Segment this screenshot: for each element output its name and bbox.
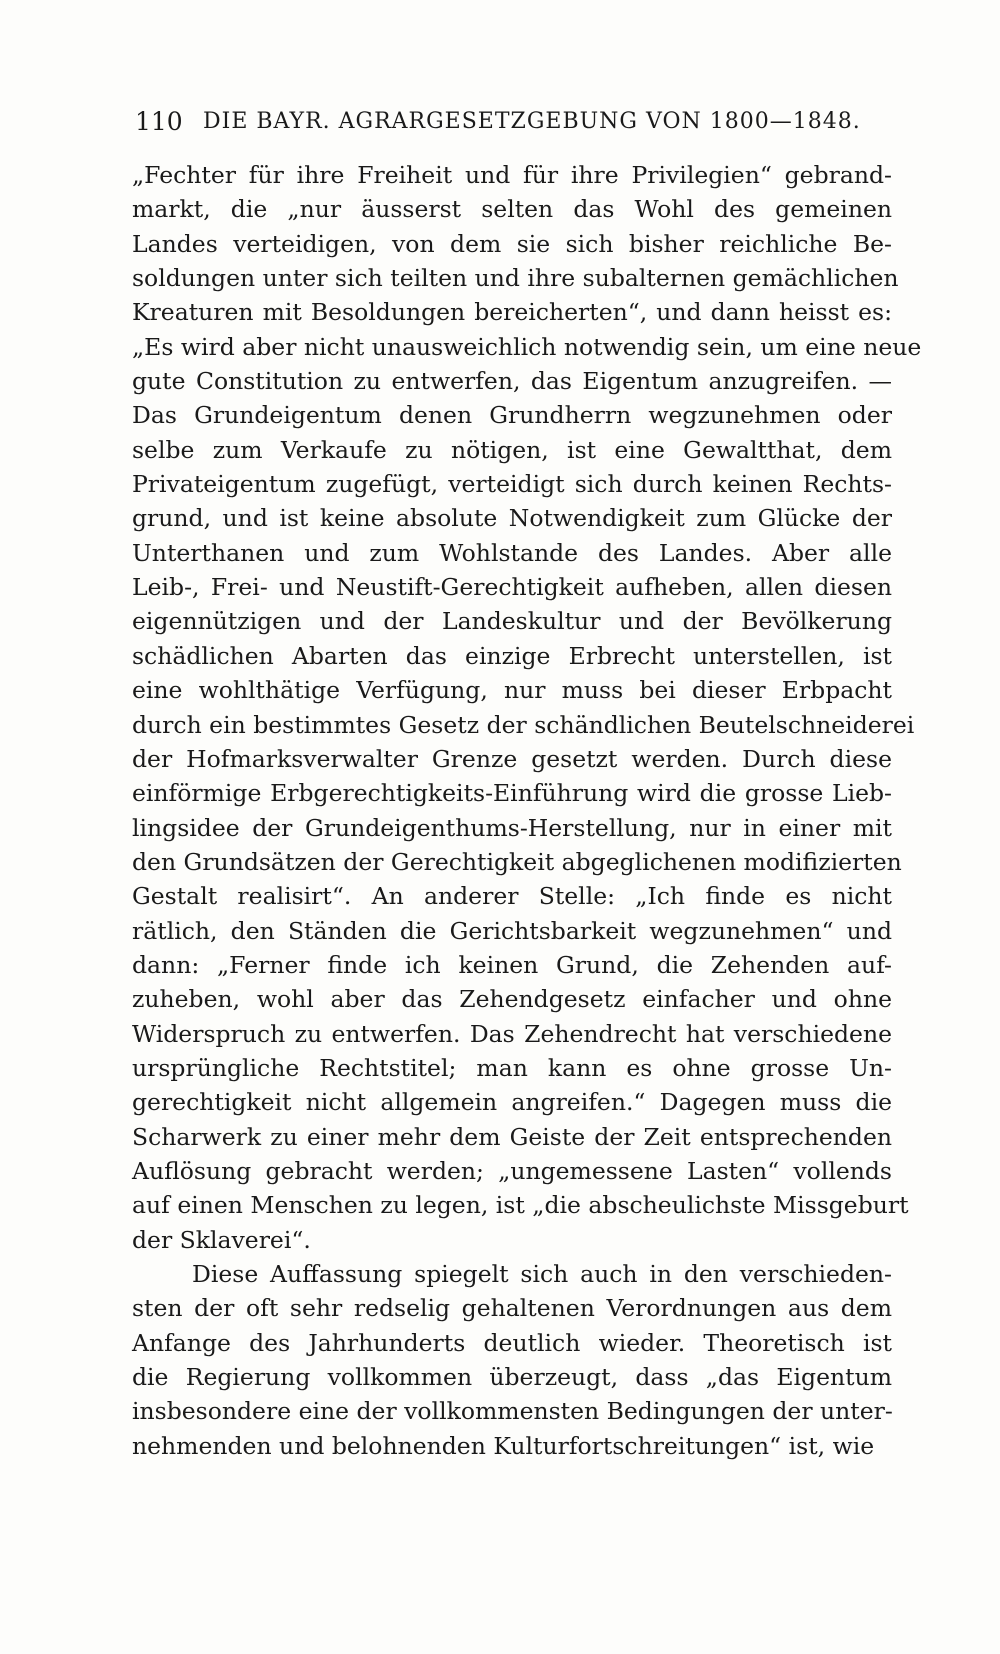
text-line: nehmenden und belohnenden Kulturfortschreitungen“ ist, wie	[132, 1431, 875, 1460]
text-line: einförmige Erbgerechtigkeits-Einführung wird die grosse Lieb-	[132, 779, 892, 808]
text-line: die Regierung vollkommen überzeugt, dass „das Eigentum	[132, 1363, 892, 1392]
text-line: insbesondere eine der vollkommensten Bedingungen der unter-	[132, 1397, 893, 1426]
text-line: lingsidee der Grundeigenthums-Herstellung, nur in einer mit	[132, 813, 892, 842]
text-line: der Hofmarksverwalter Grenze gesetzt werden. Durch diese	[132, 744, 892, 773]
text-line: eigennützigen und der Landeskultur und der Bevölkerung	[132, 607, 892, 636]
text-line: zuheben, wohl aber das Zehendgesetz einfacher und ohne	[132, 985, 892, 1014]
text-line: gerechtigkeit nicht allgemein angreifen.“ Dagegen muss die	[132, 1088, 892, 1117]
paragraph	[132, 1257, 892, 1463]
text-line: Gestalt realisirt“. An anderer Stelle: „Ich finde es nicht	[132, 882, 892, 911]
text-line: Auflösung gebracht werden; „ungemessene Lasten“ vollends	[132, 1156, 892, 1185]
running-title: DIE BAYR. AGRARGESETZGEBUNG VON 1800—1848.	[203, 109, 861, 134]
body-text	[132, 158, 922, 1463]
text-line: eine wohlthätige Verfügung, nur muss bei dieser Erbpacht	[132, 676, 892, 705]
text-line: sten der oft sehr redselig gehaltenen Verordnungen aus dem	[132, 1294, 892, 1323]
text-line: „Es wird aber nicht unausweichlich notwendig sein, um eine neue	[132, 332, 922, 361]
text-line: den Grundsätzen der Gerechtigkeit abgeglichenen modifizierten	[132, 847, 902, 876]
page-header	[135, 102, 861, 142]
text-line: dann: „Ferner finde ich keinen Grund, die Zehenden auf-	[132, 950, 892, 979]
text-line: ursprüngliche Rechtstitel; man kann es ohne grosse Un-	[132, 1053, 892, 1082]
text-line: Leib-, Frei- und Neustift-Gerechtigkeit aufheben, allen diesen	[132, 573, 892, 602]
text-line: selbe zum Verkaufe zu nötigen, ist eine Gewaltthat, dem	[132, 435, 892, 464]
text-line: durch ein bestimmtes Gesetz der schändlichen Beutelschneiderei	[132, 710, 915, 739]
text-line: Privateigentum zugefügt, verteidigt sich durch keinen Rechts-	[132, 470, 892, 499]
text-line: Das Grundeigentum denen Grundherrn wegzunehmen oder	[132, 401, 892, 430]
text-line: markt, die „nur äusserst selten das Wohl des gemeinen	[132, 195, 892, 224]
text-line: rätlich, den Ständen die Gerichtsbarkeit wegzunehmen“ und	[132, 916, 892, 945]
text-line: der Sklaverei“.	[132, 1225, 311, 1254]
paragraph	[132, 158, 922, 1257]
text-line: Widerspruch zu entwerfen. Das Zehendrecht hat verschiedene	[132, 1019, 892, 1048]
text-line: schädlichen Abarten das einzige Erbrecht unterstellen, ist	[132, 641, 892, 670]
text-line: auf einen Menschen zu legen, ist „die abscheulichste Missgeburt	[132, 1191, 909, 1220]
text-line: Unterthanen und zum Wohlstande des Landes. Aber alle	[132, 538, 892, 567]
text-line: Anfange des Jahrhunderts deutlich wieder. Theoretisch ist	[132, 1328, 892, 1357]
text-line: grund, und ist keine absolute Notwendigkeit zum Glücke der	[132, 504, 892, 533]
text-line: Diese Auffassung spiegelt sich auch in den verschieden-	[192, 1260, 892, 1288]
page-number: 110	[135, 107, 183, 136]
text-line: Scharwerk zu einer mehr dem Geiste der Zeit entsprechenden	[132, 1122, 892, 1151]
text-line: Landes verteidigen, von dem sie sich bisher reichliche Be-	[132, 229, 892, 258]
text-line: gute Constitution zu entwerfen, das Eigentum anzugreifen. —	[132, 367, 892, 396]
text-line: „Fechter für ihre Freiheit und für ihre Privilegien“ gebrand-	[132, 161, 892, 189]
text-line: soldungen unter sich teilten und ihre subalternen gemächlichen	[132, 264, 899, 293]
text-line: Kreaturen mit Besoldungen bereicherten“, und dann heisst es:	[132, 298, 892, 327]
